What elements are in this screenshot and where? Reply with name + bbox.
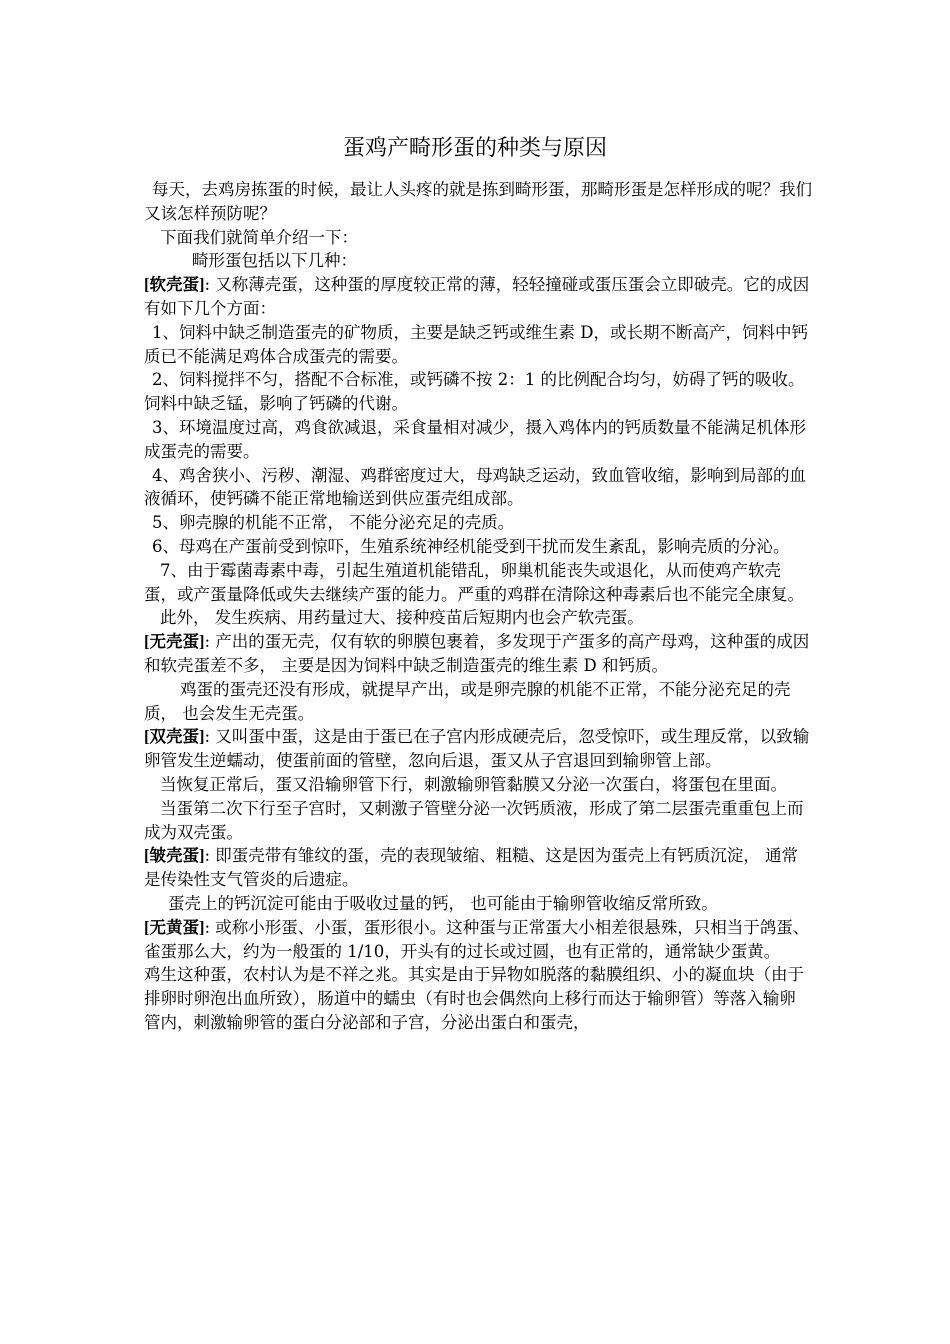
no-shell-text: : 产出的蛋无壳，仅有软的卵膜包裹着，多发现于产蛋多的高产母鸡，这种蛋的成因和软壳蛋差不多， 主要是因为饲料中缺乏制造蛋壳的维生素 D 和钙质。 [144,632,810,675]
soft-shell-item-5: 5、卵壳腺的机能不正常， 不能分泌充足的壳质。 [152,513,515,533]
no-yolk-paragraph [144,916,812,964]
double-shell-extra-1: 当恢复正常后，蛋又沿输卵管下行，刺激输卵管黏膜又分泌一次蛋白，将蛋包在里面。 [160,774,787,794]
soft-shell-item-2: 2、饲料搅拌不匀，搭配不合标准，或钙磷不按 2：1 的比例配合均匀，妨碍了钙的吸收。饲料中缺乏锰，影响了钙磷的代谢。 [144,370,805,414]
wrinkled-shell-label: [皱壳蛋] [144,846,205,866]
wrinkled-shell-extra: 蛋壳上的钙沉淀可能由于吸收过量的钙， 也可能由于输卵管收缩反常所致。 [168,893,718,913]
double-shell-label: [双壳蛋] [144,727,205,747]
no-yolk-label: [无黄蛋] [144,917,205,937]
soft-shell-item-7: 7、由于霉菌毒素中毒，引起生殖道机能错乱，卵巢机能丧失或退化，从而使鸡产软壳蛋，或产蛋量降低或失去继续产蛋的能力。严重的鸡群在清除这种毒素后也不能完全康复。 [144,560,804,604]
double-shell-extra-2: 当蛋第二次下行至子宫时，又刺激子管壁分泌一次钙质液，形成了第二层蛋壳重重包上而成为双壳蛋。 [144,798,804,842]
no-yolk-text: : 或称小形蛋、小蛋，蛋形很小。这种蛋与正常蛋大小相差很悬殊，只相当于鸽蛋、雀蛋那么大，约为一般蛋的 1/10，开头有的过长或过圆，也有正常的，通常缺少蛋黄。 [144,917,810,961]
no-shell-extra: 鸡蛋的蛋壳还没有形成，就提早产出，或是卵壳腺的机能不正常，不能分泌充足的壳质， 也会发生无壳蛋。 [144,679,791,723]
no-shell-paragraph [144,630,812,678]
intro-line-3: 畸形蛋包括以下几种： [192,251,357,271]
intro-paragraph: 每天，去鸡房拣蛋的时候，最让人头疼的就是拣到畸形蛋，那畸形蛋是怎样形成的呢？我们又该怎样预防呢？ [144,180,812,223]
wrinkled-shell-paragraph [144,844,812,892]
double-shell-text: : 又叫蛋中蛋，这是由于蛋已在子宫内形成硬壳后，忽受惊吓，或生理反常，以致输卵管发生逆蠕动，使蛋前面的管壁，忽向后退，蛋又从子宫退回到输卵管上部。 [144,727,810,771]
no-shell-label: [无壳蛋] [144,632,205,652]
soft-shell-label: [软壳蛋] [144,275,205,295]
document-body [144,178,812,1035]
soft-shell-text: : 又称薄壳蛋，这种蛋的厚度较正常的薄，轻轻撞碰或蛋压蛋会立即破壳。它的成因有如下几个方面： [144,275,810,318]
no-yolk-extra: 鸡生这种蛋，农村认为是不祥之兆。其实是由于异物如脱落的黏膜组织、小的凝血块（由于排卵时卵泡出血所致），肠道中的蠕虫（有时也会偶然向上移行而达于输卵管）等落入输卵管内，刺激输卵管的蛋白分泌部和子宫，分泌出蛋白和蛋壳， [144,965,804,1032]
soft-shell-item-1: 1、饲料中缺乏制造蛋壳的矿物质，主要是缺乏钙或维生素 D，或长期不断高产，饲料中钙质已不能满足鸡体合成蛋壳的需要。 [144,322,808,366]
intro-line-2: 下面我们就简单介绍一下： [160,227,358,247]
soft-shell-item-6: 6、母鸡在产蛋前受到惊吓，生殖系统神经机能受到干扰而发生紊乱，影响壳质的分沁。 [152,536,790,556]
soft-shell-item-3: 3、环境温度过高，鸡食欲减退，采食量相对减少，摄入鸡体内的钙质数量不能满足机体形成蛋壳的需要。 [144,417,806,461]
document-title: 蛋鸡产畸形蛋的种类与原因 [342,136,607,161]
soft-shell-item-4: 4、鸡舍狭小、污秽、潮湿、鸡群密度过大，母鸡缺乏运动，致血管收缩，影响到局部的血液循环，使钙磷不能正常地输送到供应蛋壳组成部。 [144,465,806,509]
wrinkled-shell-text: : 即蛋壳带有雏纹的蛋，壳的表现皱缩、粗糙、这是因为蛋壳上有钙质沉淀， 通常是传染性支气管炎的后遗症。 [144,846,799,890]
double-shell-paragraph [144,725,812,773]
soft-shell-extra: 此外， 发生疾病、用药量过大、接种疫苗后短期内也会产软壳蛋。 [160,608,644,628]
soft-shell-paragraph [144,273,812,321]
